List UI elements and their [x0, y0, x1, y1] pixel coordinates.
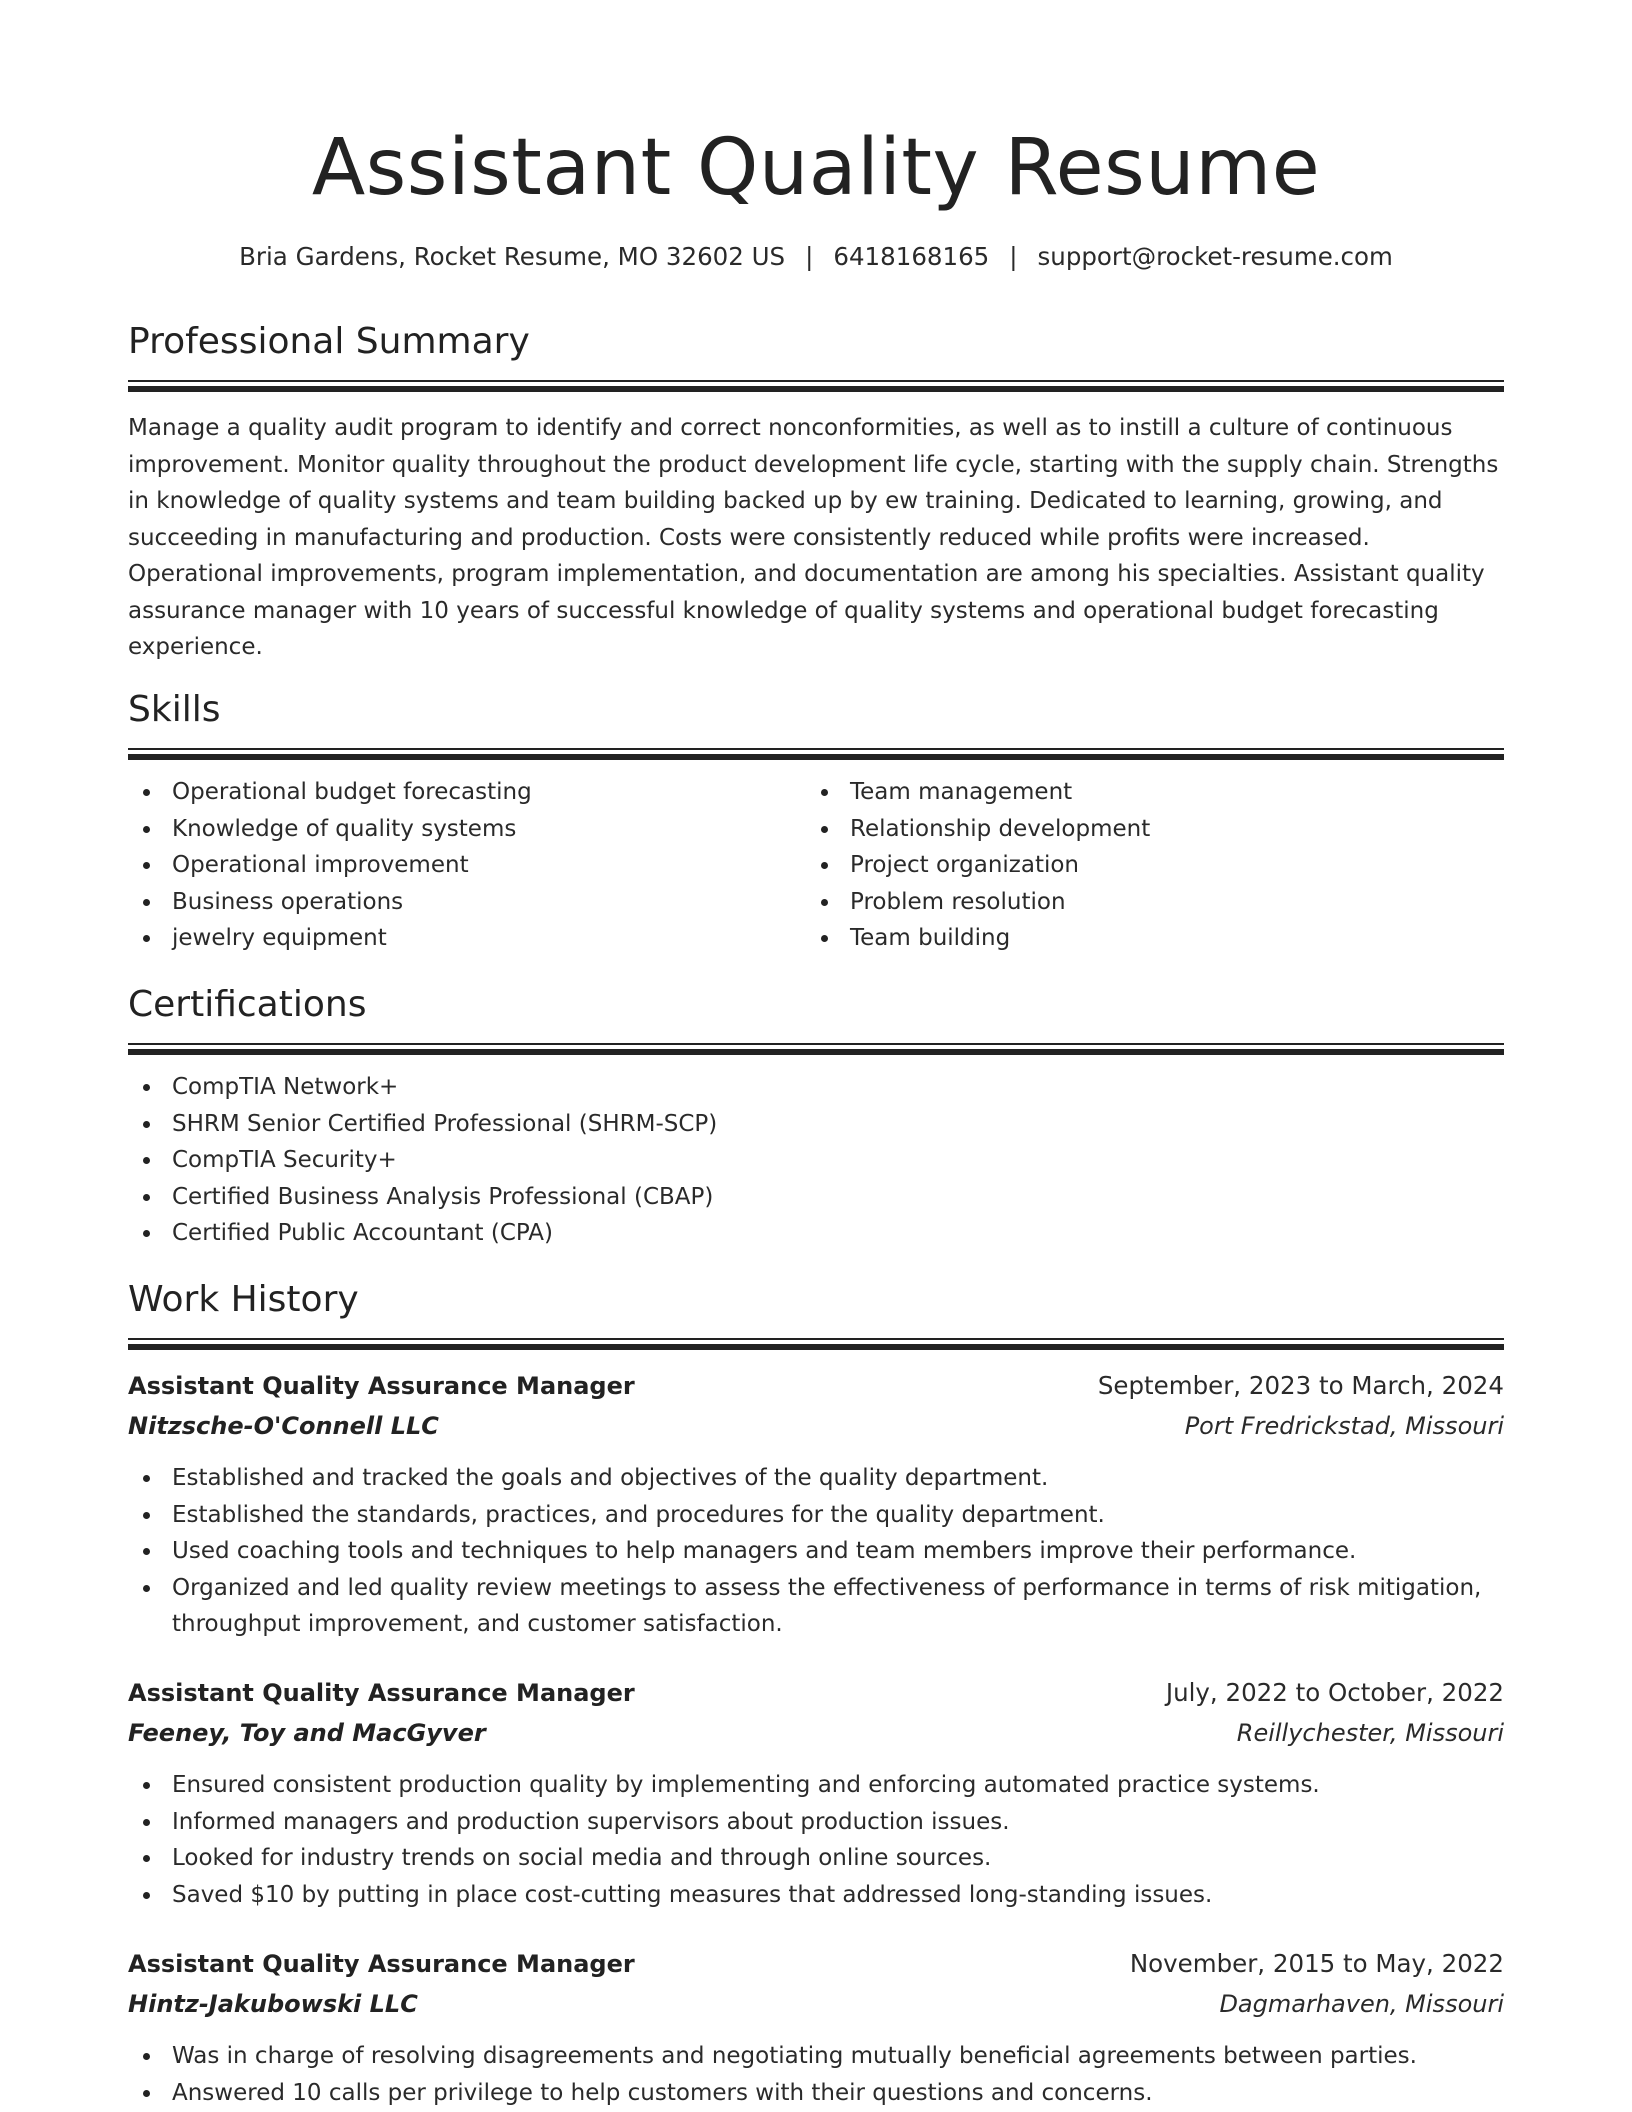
list-item: Relationship development [806, 811, 1484, 848]
job-company-row [128, 1984, 1504, 2024]
list-item: Used coaching tools and techniques to help managers and team members improve their performance. [128, 1533, 1504, 1570]
job-company: Hintz-Jakubowski LLC [128, 1990, 418, 2018]
job-company: Nitzsche-O'Connell LLC [128, 1412, 439, 1440]
list-item: jewelry equipment [128, 920, 806, 957]
skills-heading: Skills [128, 689, 221, 730]
job-header-row [128, 1366, 1504, 1406]
list-item: Operational improvement [128, 847, 806, 884]
list-item: Knowledge of quality systems [128, 811, 806, 848]
job-bullets [128, 2038, 1504, 2111]
job-entry [128, 1366, 1504, 1643]
list-item: Certified Business Analysis Professional (CBAP) [128, 1179, 1504, 1216]
contact-separator: | [805, 242, 814, 271]
job-entry [128, 1673, 1504, 1913]
list-item: Answered 10 calls per privilege to help customers with their questions and concerns. [128, 2075, 1504, 2112]
job-entry [128, 1944, 1504, 2111]
list-item: Team management [806, 774, 1484, 811]
list-item: Was in charge of resolving disagreements and negotiating mutually beneficial agreements between parties. [128, 2038, 1504, 2075]
section-divider [128, 748, 1504, 750]
list-item: Team building [806, 920, 1484, 957]
list-item: CompTIA Network+ [128, 1069, 1504, 1106]
job-header-row [128, 1944, 1504, 1984]
list-item: Business operations [128, 884, 806, 921]
job-dates: November, 2015 to May, 2022 [1129, 1949, 1504, 1978]
contact-email: support@rocket-resume.com [1037, 242, 1393, 271]
skills-columns [128, 750, 1504, 957]
job-company-row [128, 1406, 1504, 1446]
job-location: Dagmarhaven, Missouri [1219, 1990, 1504, 2018]
job-dates: September, 2023 to March, 2024 [1097, 1371, 1504, 1400]
work-history-heading: Work History [128, 1279, 359, 1320]
list-item: Established and tracked the goals and objectives of the quality department. [128, 1460, 1504, 1497]
summary-section [128, 318, 1504, 666]
skills-list-left [128, 774, 806, 957]
list-item: Informed managers and production supervisors about production issues. [128, 1804, 1504, 1841]
list-item: Project organization [806, 847, 1484, 884]
contact-separator: | [1009, 242, 1018, 271]
list-item: Ensured consistent production quality by implementing and enforcing automated practice systems. [128, 1767, 1504, 1804]
job-location: Reillychester, Missouri [1236, 1719, 1504, 1747]
list-item: Saved $10 by putting in place cost-cutting measures that addressed long-standing issues. [128, 1877, 1504, 1914]
job-header-row [128, 1673, 1504, 1713]
job-bullets [128, 1460, 1504, 1643]
section-divider [128, 380, 1504, 382]
certifications-section [128, 981, 1504, 1252]
contact-line [128, 237, 1504, 277]
job-bullets [128, 1767, 1504, 1913]
list-item: Problem resolution [806, 884, 1484, 921]
job-location: Port Fredrickstad, Missouri [1184, 1412, 1504, 1440]
certifications-list [128, 1069, 1504, 1252]
job-title: Assistant Quality Assurance Manager [128, 1950, 635, 1978]
list-item: Operational budget forecasting [128, 774, 806, 811]
work-history-section [128, 1276, 1504, 1340]
skills-section [128, 686, 1504, 957]
job-dates: July, 2022 to October, 2022 [1165, 1678, 1504, 1707]
list-item: Looked for industry trends on social media and through online sources. [128, 1840, 1504, 1877]
job-title: Assistant Quality Assurance Manager [128, 1679, 635, 1707]
resume-title: Assistant Quality Resume [311, 123, 1321, 213]
section-divider [128, 1043, 1504, 1045]
section-divider [128, 1338, 1504, 1340]
list-item: CompTIA Security+ [128, 1142, 1504, 1179]
list-item: SHRM Senior Certified Professional (SHRM-SCP) [128, 1106, 1504, 1143]
list-item: Organized and led quality review meetings to assess the effectiveness of performance in terms of risk mitigation, throughput improvement, and customer satisfaction. [128, 1570, 1504, 1643]
summary-heading: Professional Summary [128, 321, 530, 362]
summary-text: Manage a quality audit program to identify and correct nonconformities, as well as to instill a culture of continuous improvement. Monitor quality throughout the product development life cycle, starting with the supply chain. Strengths in knowledge of quality systems and team building backed up by ew training. Dedicated to learning, growing, and succeeding in manufacturing and production. Costs were consistently reduced while profits were increased. Operational improvements, program implementation, and documentation are among his specialties. Assistant quality assurance manager with 10 years of successful knowledge of quality systems and operational budget forecasting experience. [128, 415, 1499, 660]
list-item: Certified Public Accountant (CPA) [128, 1215, 1504, 1252]
job-title: Assistant Quality Assurance Manager [128, 1372, 635, 1400]
job-company: Feeney, Toy and MacGyver [128, 1719, 486, 1747]
list-item: Established the standards, practices, and procedures for the quality department. [128, 1497, 1504, 1534]
contact-phone: 6418168165 [833, 242, 990, 271]
contact-address: Bria Gardens, Rocket Resume, MO 32602 US [239, 242, 786, 271]
job-company-row [128, 1713, 1504, 1753]
certifications-heading: Certifications [128, 984, 367, 1025]
skills-list-right [806, 774, 1484, 957]
